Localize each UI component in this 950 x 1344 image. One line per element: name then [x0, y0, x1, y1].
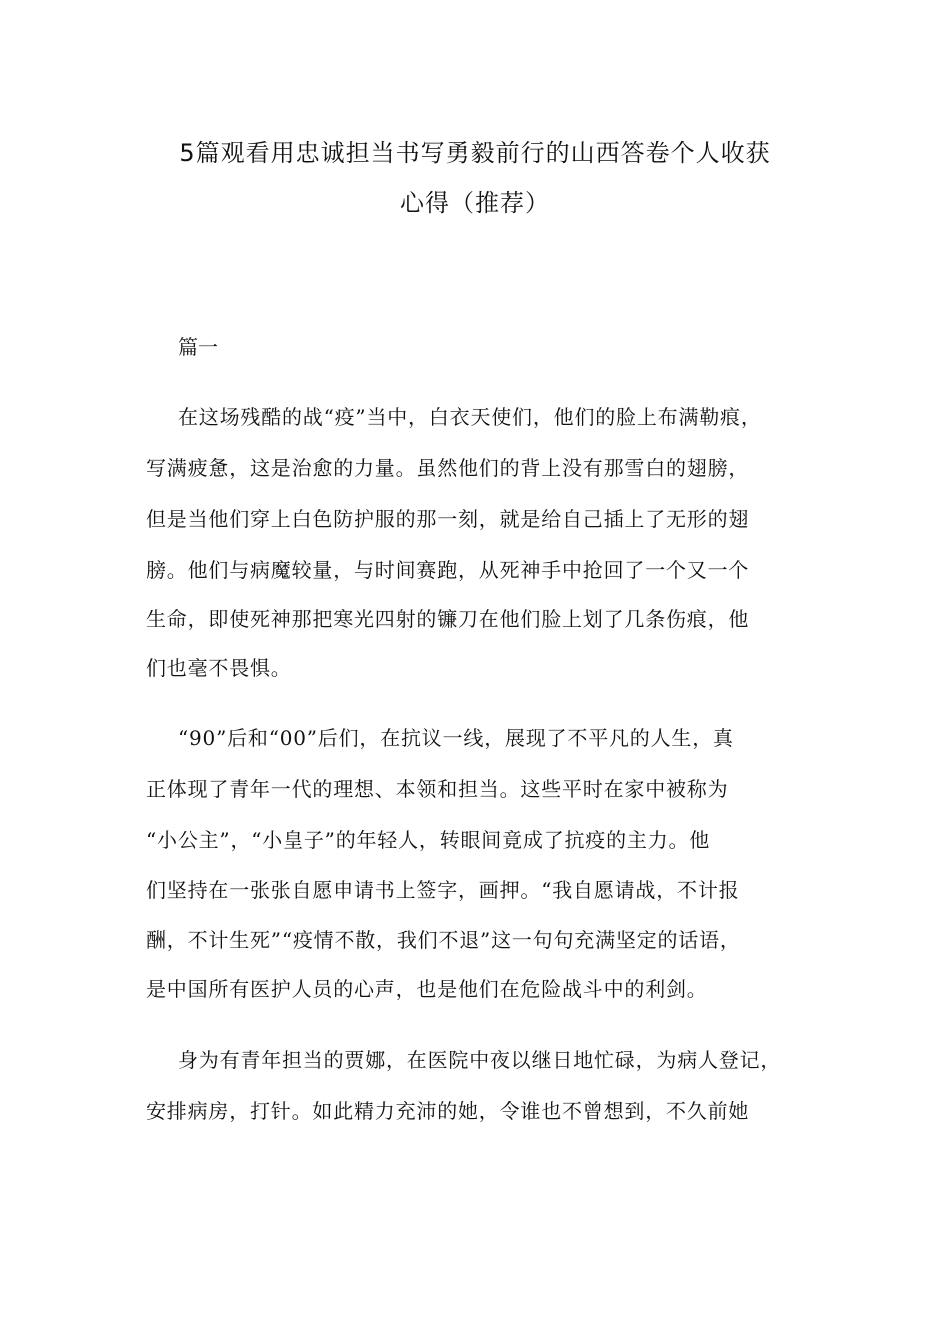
paragraph-1-line-3: 但是当他们穿上白色防护服的那一刻，就是给自己插上了无形的翅	[146, 507, 750, 531]
paragraph-2-line-2: 正体现了青年一代的理想、本领和担当。这些平时在家中被称为	[146, 777, 729, 801]
paragraph-1-line-2: 写满疲惫，这是治愈的力量。虽然他们的背上没有那雪白的翅膀，	[146, 456, 750, 480]
paragraph-2-line-1: “90”后和“00”后们，在抗议一线，展现了不平凡的人生，真	[178, 726, 734, 750]
paragraph-2-line-3: “小公主”，“小皇子”的年轻人，转眼间竟成了抗疫的主力。他	[146, 828, 711, 852]
paragraph-3-line-1: 身为有青年担当的贾娜，在医院中夜以继日地忙碌，为病人登记，	[178, 1048, 782, 1072]
paragraph-1-line-5: 生命，即使死神那把寒光四射的镰刀在他们脸上划了几条伤痕，他	[146, 607, 750, 631]
paragraph-2-line-4: 们坚持在一张张自愿申请书上签字，画押。“我自愿请战，不计报	[146, 878, 740, 902]
paragraph-2-line-5: 酬，不计生死”“疫情不散，我们不退”这一句句充满坚定的话语，	[146, 928, 741, 952]
document-title-line-1: 5篇观看用忠诚担当书写勇毅前行的山西答卷个人收获	[179, 139, 771, 167]
document-title-line-2: 心得（推荐）	[400, 189, 550, 217]
paragraph-2-line-6: 是中国所有医护人员的心声，也是他们在危险战斗中的利剑。	[146, 977, 708, 1001]
paragraph-3-line-2: 安排病房，打针。如此精力充沛的她，令谁也不曾想到，不久前她	[146, 1099, 750, 1123]
paragraph-1-line-1: 在这场残酷的战“疫”当中，白衣天使们，他们的脸上布满勒痕，	[178, 405, 762, 429]
paragraph-1-line-4: 膀。他们与病魔较量，与时间赛跑，从死神手中抢回了一个又一个	[146, 558, 750, 582]
section-label: 篇一	[178, 335, 218, 359]
paragraph-1-line-6: 们也毫不畏惧。	[146, 656, 292, 680]
